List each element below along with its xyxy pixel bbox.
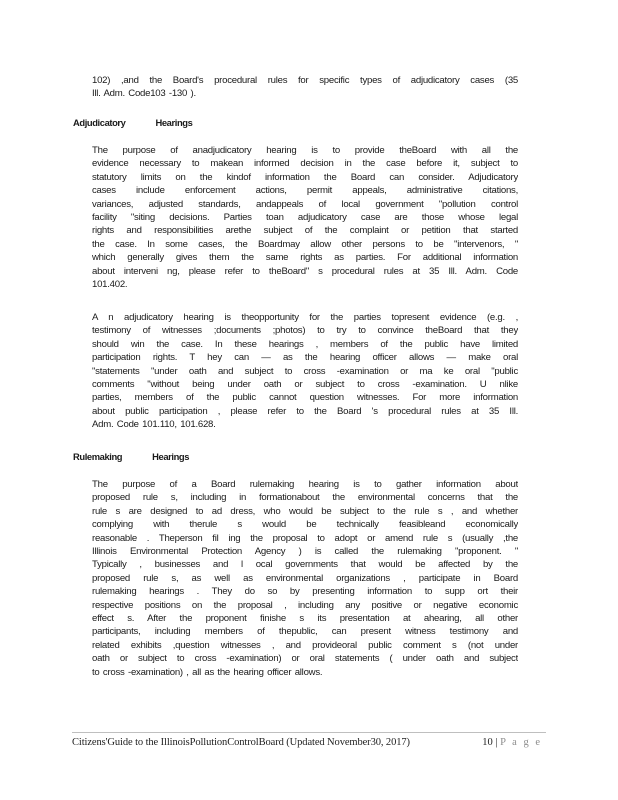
heading-word: Adjudicatory: [73, 117, 126, 128]
text-line: statutory limits on the kindof information the Board can consider. Adjudicatory: [92, 171, 518, 183]
heading-word: Hearings: [152, 451, 190, 462]
text-line: variances, adjusted standards, andappeals of local government "pollution control: [92, 198, 518, 210]
text-line: rights and responsibilities arethe subject of the complaint or petition that started: [92, 225, 518, 237]
text-line: Ill. Adm. Code103 -130 ).: [92, 88, 196, 100]
heading-word: Rulemaking: [73, 451, 123, 462]
text-line: rule s are designed to ad dress, who would be subject to the rule s , and whether: [92, 505, 518, 517]
text-line: Typically , businesses and l ocal governments that would be affected by the: [92, 559, 518, 571]
text-line: cases include enforcement actions, permit appeals, administrative citations,: [92, 185, 518, 197]
text-line: rulemaking hearings . They do so by presenting information to supp ort their: [92, 586, 518, 598]
adjudicatory-paragraph-2: [92, 311, 518, 432]
text-line: which generally gives them the same rights as parties. For additional information: [92, 252, 518, 264]
rulemaking-paragraph: [92, 478, 518, 679]
text-line: The purpose of anadjudicatory hearing is to provide theBoard with all the: [92, 145, 518, 156]
text-line: to cross -examination) , all as the hearing officer allows.: [92, 666, 323, 678]
heading-rulemaking-hearings: [73, 451, 189, 462]
page-number: 10: [482, 737, 493, 748]
text-line: Illinois Environmental Protection Agency ) is called the rulemaking "proponent. ": [92, 546, 518, 558]
page-separator: |: [495, 737, 498, 748]
text-line: comments "without being under oath or subject to cross -examination. U nlike: [92, 379, 518, 391]
text-line: participants, including members of thepublic, can present witness testimony and: [92, 626, 518, 638]
text-line: facility "siting decisions. Parties toan adjudicatory case are those whose legal: [92, 212, 518, 224]
text-line: parties, members of the public cannot question witnesses. For more information: [92, 392, 518, 404]
text-line: complying with therule s would be technically feasibleand economically: [92, 519, 518, 531]
text-line: proposed rule s, as well as environmental organizations , participate in Board: [92, 572, 518, 584]
text-line: oath or subject to cross -examination) or oral statements ( under oath and subject: [92, 653, 518, 665]
text-line: should win the case. In these hearings , members of the public have limited: [92, 338, 518, 350]
page-word: P a g e: [500, 737, 542, 748]
text-line: 101.402.: [92, 279, 128, 291]
heading-word: Hearings: [155, 117, 193, 128]
text-line: proposed rule s, including in formationabout the environmental concerns that the: [92, 492, 518, 504]
text-line: evidence necessary to makean informed decision in the case before it, subject to: [92, 158, 518, 170]
intro-paragraph: [92, 74, 518, 101]
text-line: A n adjudicatory hearing is theopportunity for the parties topresent evidence (e.g. ,: [92, 312, 518, 323]
text-line: participation rights. T hey can — as the hearing officer allows — make oral: [92, 352, 518, 364]
text-line: about public participation , please refer to the Board 's procedural rules at 35 Ill.: [92, 405, 518, 417]
heading-adjudicatory-hearings: [73, 117, 192, 128]
text-line: about interveni ng, please refer to theBoard" s procedural rules at 35 Ill. Adm. Code: [92, 265, 518, 277]
footer-divider: [72, 732, 546, 733]
text-line: Adm. Code 101.110, 101.628.: [92, 419, 216, 431]
text-line: respective positions on the proposal , including any positive or negative economic: [92, 599, 518, 611]
text-line: The purpose of a Board rulemaking hearing is to gather information about: [92, 479, 518, 490]
text-line: 102) ,and the Board's procedural rules for specific types of adjudicatory cases (35: [92, 75, 518, 86]
text-line: effect s. After the proponent finishe s its presentation at ahearing, all other: [92, 613, 518, 625]
text-line: related exhibits ,question witnesses , and provideoral public comment s (not under: [92, 639, 518, 651]
adjudicatory-paragraph-1: [92, 144, 518, 291]
text-line: testimony of witnesses ;documents ;photos) to try to convince theBoard that they: [92, 325, 518, 337]
text-line: reasonable . Theperson fil ing the proposal to adopt or amend rule s (usually ,the: [92, 532, 518, 544]
text-line: the case. In some cases, the Boardmay allow other persons to be "intervenors, ": [92, 238, 518, 250]
text-line: "statements "under oath and subject to cross -examination or ma ke oral "public: [92, 365, 518, 377]
footer-title: Citizens'Guide to the IllinoisPollutionControlBoard (Updated November30, 2017): [72, 737, 410, 748]
page-number-block: [482, 737, 542, 748]
